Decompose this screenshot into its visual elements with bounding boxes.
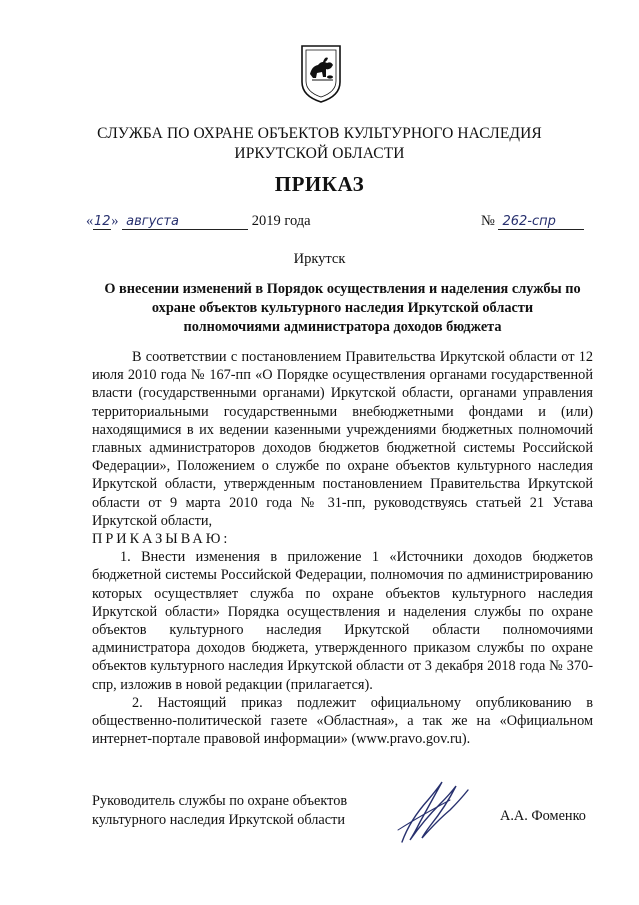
agency-name-line1: СЛУЖБА ПО ОХРАНЕ ОБЪЕКТОВ КУЛЬТУРНОГО НАСЛЕДИЯ [97,125,542,142]
date-day: 12 [93,214,111,229]
handwritten-signature [380,770,480,850]
agency-name [60,124,579,164]
order-number-label: № [481,213,495,229]
order-number-value: 262-спр [498,214,584,230]
date-close-quote: » [111,213,119,229]
signatory-position-line1: Руководитель службы по охране объектов [92,793,348,809]
city-name: Иркутск [293,251,346,267]
agency-name-line2: ИРКУТСКОЙ ОБЛАСТИ [234,145,405,162]
date-month: августа [122,214,248,230]
order-date [86,213,311,230]
date-year: 2019 года [251,213,311,229]
signatory-position [92,792,347,830]
document-type-title: ПРИКАЗ [274,172,365,196]
preamble-paragraph: В соответствии с постановлением Правительства Иркутской области от 12 июля 2010 года № 167-пп «О Порядке осуществления органами государственной власти (государственными органами) Иркутской области, органами управления территориальными государственными внебюджетными фондами и (или) находящимися в их ведении казенными учреждениями бюджетных полномочий главных администраторов доходов бюджетов бюджетной системы Российской Федерации», Положением о службе по охране объектов культурного наследия Иркутской области, утвержденным постановлением Правительства Иркутской области от 9 марта 2010 года № 31-пп, руководствуясь статьей 21 Устава Иркутской области, [92,349,593,529]
date-open-quote: « [86,213,94,229]
order-item-1: 1. Внести изменения в приложение 1 «Источники доходов бюджетов бюджетной системы Российской Федерации, полномочия по администрированию которых осуществляет служба по охране объектов культурного наследия Иркутской области» Порядка осуществления и наделения службы по охране объектов культурного наследия Иркутской области полномочиями администратора доходов бюджета, утвержденного приказом службы по охране объектов культурного наследия Иркутской области от 3 декабря 2018 года № 370-спр, изложив в новой редакции (прилагается). [92,549,593,693]
order-item-2: 2. Настоящий приказ подлежит официальному опубликованию в общественно-политической газете «Областная», а так же на «Официальном интернет-портале правовой информации» (www.pravo.gov.ru). [92,694,593,748]
signatory-position-line2: культурного наследия Иркутской области [92,812,345,828]
signatory-name: А.А. Фоменко [500,808,586,824]
order-number [481,213,584,230]
coat-of-arms-icon [300,44,342,104]
subject-line: полномочиями администратора доходов бюджета [183,319,502,335]
subject-line: О внесении изменений в Порядок осуществления и наделения службы по [104,281,581,297]
order-word: ПРИКАЗЫВАЮ: [92,531,231,548]
subject-line: охране объектов культурного наследия Иркутской области [151,300,534,316]
order-subject [90,280,595,337]
order-body [92,348,593,748]
